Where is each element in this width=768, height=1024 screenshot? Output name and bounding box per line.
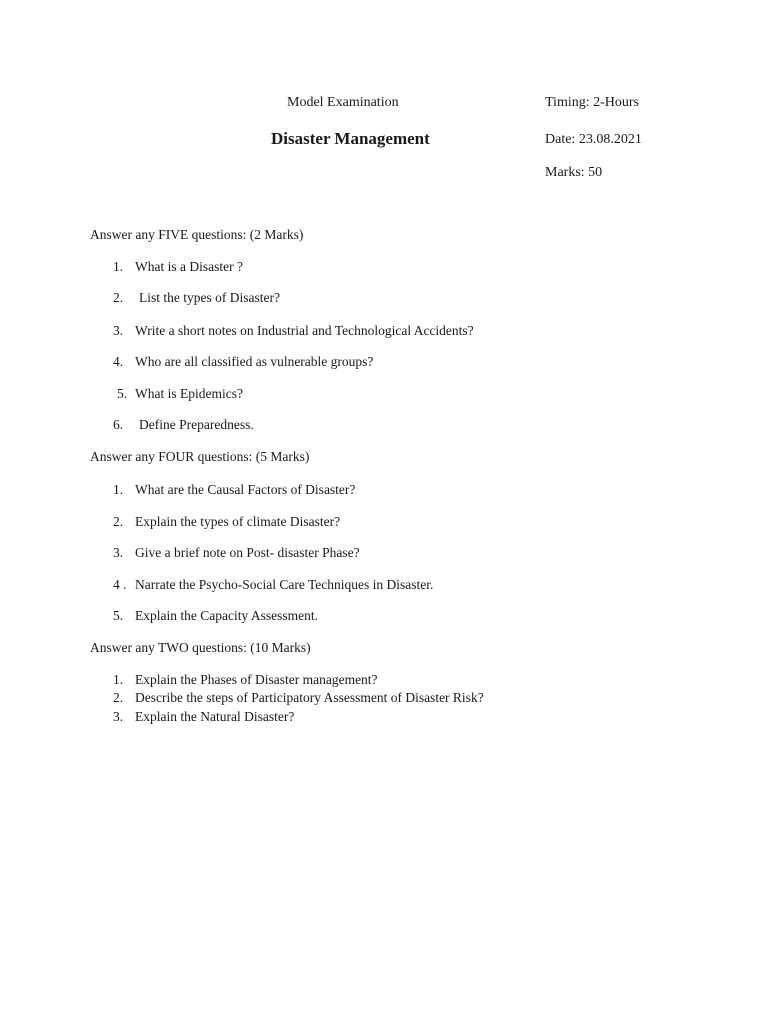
question-text: Explain the types of climate Disaster?	[135, 514, 341, 529]
question-text: What are the Causal Factors of Disaster?	[135, 482, 356, 497]
question-number: 1.	[113, 259, 124, 274]
section-2-instruction: Answer any FOUR questions: (5 Marks)	[90, 449, 310, 464]
question-text: Narrate the Psycho-Social Care Techniques in Disaster.	[135, 577, 434, 592]
question-text: Describe the steps of Participatory Assessment of Disaster Risk?	[135, 690, 484, 705]
question-text: Explain the Capacity Assessment.	[135, 608, 318, 623]
question-number: 2.	[113, 690, 124, 705]
question-text: Explain the Phases of Disaster management?	[135, 672, 378, 687]
question-text: What is Epidemics?	[135, 386, 243, 401]
question-number: 2.	[113, 514, 124, 529]
question-number: 6.	[113, 417, 124, 432]
question-number: 1.	[113, 672, 124, 687]
question-text: List the types of Disaster?	[139, 290, 280, 305]
section-3-instruction: Answer any TWO questions: (10 Marks)	[90, 640, 311, 655]
date-label: Date: 23.08.2021	[545, 132, 642, 147]
question-number: 5.	[117, 386, 128, 401]
question-text: Write a short notes on Industrial and Technological Accidents?	[135, 323, 474, 338]
question-text: Explain the Natural Disaster?	[135, 709, 295, 724]
subject-title: Disaster Management	[271, 129, 430, 148]
marks-label: Marks: 50	[545, 165, 603, 180]
question-number: 3.	[113, 545, 124, 560]
question-number: 2.	[113, 290, 124, 305]
question-number: 3.	[113, 709, 124, 724]
timing-label: Timing: 2-Hours	[545, 95, 640, 110]
question-number: 1.	[113, 482, 124, 497]
section-1-instruction: Answer any FIVE questions: (2 Marks)	[90, 227, 304, 242]
question-number: 4.	[113, 354, 124, 369]
question-text: Define Preparedness.	[139, 417, 254, 432]
question-text: Who are all classified as vulnerable groups?	[135, 354, 374, 369]
question-number: 3.	[113, 323, 124, 338]
question-number: 5.	[113, 608, 124, 623]
exam-title: Model Examination	[287, 95, 399, 110]
question-text: Give a brief note on Post- disaster Phase?	[135, 545, 360, 560]
question-number: 4 .	[113, 577, 127, 592]
question-text: What is a Disaster ?	[135, 259, 243, 274]
